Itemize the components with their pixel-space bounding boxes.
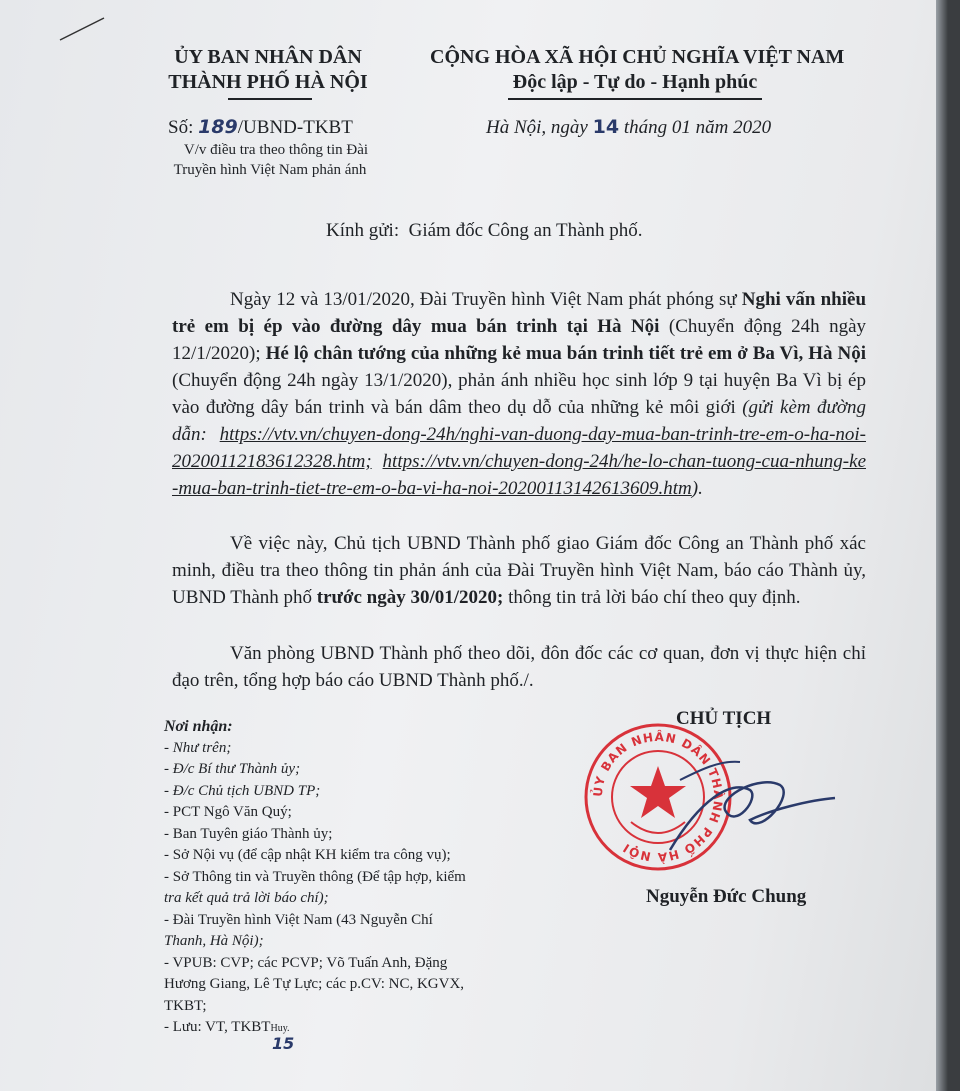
number-suffix: /UBND-TKBT [237,117,353,138]
seal-text: ỦY BAN NHÂN DÂN THÀNH PHỐ HÀ NỘI [590,729,726,865]
report-title-2: Hé lộ chân tướng của những kẻ mua bán trinh tiết trẻ em ở Ba Vì, Hà Nội [265,343,866,364]
motto-underline [508,98,762,100]
p1-intro: Ngày 12 và 13/01/2020, Đài Truyền hình Việt Nam phát phóng sự [230,289,737,310]
recipient-item: - Đ/c Bí thư Thành ủy; [164,761,301,777]
recipients-title: Nơi nhận: [164,718,233,735]
pen-mark [58,14,108,44]
document-number [168,116,353,139]
recipients-list [164,716,544,1040]
subject-line2: Truyền hình Việt Nam phản ánh [173,162,367,178]
link-report-2[interactable]: https://vtv.vn/chuyen-dong-24h/he-lo-chan-tuong-cua-nhung-ke-mua-ban-trinh-tiet-tre-em-o-ba-vi-ha-noi-20200113142613609.htm [172,451,866,499]
recipient-item: - Đ/c Chủ tịch UBND TP; [164,782,321,799]
p2-end: thông tin trả lời báo chí theo quy định. [508,587,801,608]
nation-title: CỘNG HÒA XÃ HỘI CHỦ NGHĨA VIỆT NAM [430,46,845,68]
signatory-title: CHỦ TỊCH [676,708,772,729]
p2-text: Về việc này, Chủ tịch UBND Thành phố giao Giám đốc Công an Thành phố xác minh, điều tra theo thông tin phản ánh của Đài Truyền hình Việt Nam, báo cáo Thành ủy, UBND Thành phố [172,533,866,608]
date-rest: tháng 01 năm 2020 [623,117,772,138]
recipient-item: - Đài Truyền hình Việt Nam (43 Nguyễn Chí [164,911,433,928]
recipient-item: Hương Giang, Lê Tự Lực; các p.CV: NC, KGVX, [164,976,465,992]
recipient-item: TKBT; [164,997,207,1014]
p1-attach-note: (gửi kèm đường dẫn: [172,397,867,445]
recipient-item: - VPUB: CVP; các PCVP; Võ Tuấn Anh, Đặng [164,954,448,971]
deadline: trước ngày 30/01/2020; [316,587,504,608]
link-report-1[interactable]: https://vtv.vn/chuyen-dong-24h/nghi-van-duong-day-mua-ban-trinh-tre-em-o-ha-noi-20200112183612328.htm; [172,424,866,472]
report-title-1: Nghi vấn nhiều trẻ em bị ép vào đường dây mua bán trinh tại Hà Nội [172,289,867,337]
nation-motto: Độc lập - Tự do - Hạnh phúc [512,71,758,93]
p1-end: ). [691,478,703,499]
recipient-item: - Sở Nội vụ (để cập nhật KH kiểm tra công vụ); [164,847,451,863]
issue-date [486,116,771,139]
recipient-item: - Như trên; [164,739,232,756]
recipient-line: Kính gửi: Giám đốc Công an Thành phố. [326,220,643,241]
page-mark: 15 [272,1034,295,1053]
org-underline [228,98,312,100]
paragraph-1 [172,286,866,502]
clerk-initials: Huy. [270,1023,290,1034]
paragraph-2 [172,530,866,611]
signatory-name: Nguyễn Đức Chung [646,886,807,907]
recipient-item [164,1017,544,1040]
p3-text: Văn phòng UBND Thành phố theo dõi, đôn đốc các cơ quan, đơn vị thực hiện chỉ đạo trên, tổng hợp báo cáo UBND Thành phố./. [172,643,866,691]
number-prefix: Số: [168,117,194,138]
handwritten-number: 189 [198,116,238,138]
archive-line: - Lưu: VT, TKBT [164,1019,271,1035]
recipient-item: Thanh, Hà Nội); [164,933,264,949]
handwritten-day: 14 [592,116,620,138]
page-edge-shadow [936,0,948,1091]
org-name-line2: THÀNH PHỐ HÀ NỘI [168,71,368,93]
recipient-item: tra kết quả trả lời báo chí); [164,890,329,906]
recipient-item: - PCT Ngô Văn Quý; [164,804,292,820]
p1-detail: (Chuyển động 24h ngày 13/1/2020), phản ánh nhiều học sinh lớp 9 tại huyện Ba Vì bị ép vào đường dây bán trinh và bán dâm theo dụ dỗ của những kẻ môi giới [172,370,866,418]
recipient-item: - Ban Tuyên giáo Thành ủy; [164,825,333,842]
handwritten-signature [640,740,840,880]
p1-source-1: (Chuyển động 24h ngày 12/1/2020); [172,316,866,364]
date-prefix: Hà Nội, ngày [486,117,588,138]
org-name-line1: ỦY BAN NHÂN DÂN [174,46,362,68]
paragraph-3 [172,640,866,694]
subject-line1: V/v điều tra theo thông tin Đài [183,142,369,158]
recipient-item: - Sở Thông tin và Truyền thông (Để tập hợp, kiểm [164,868,466,885]
